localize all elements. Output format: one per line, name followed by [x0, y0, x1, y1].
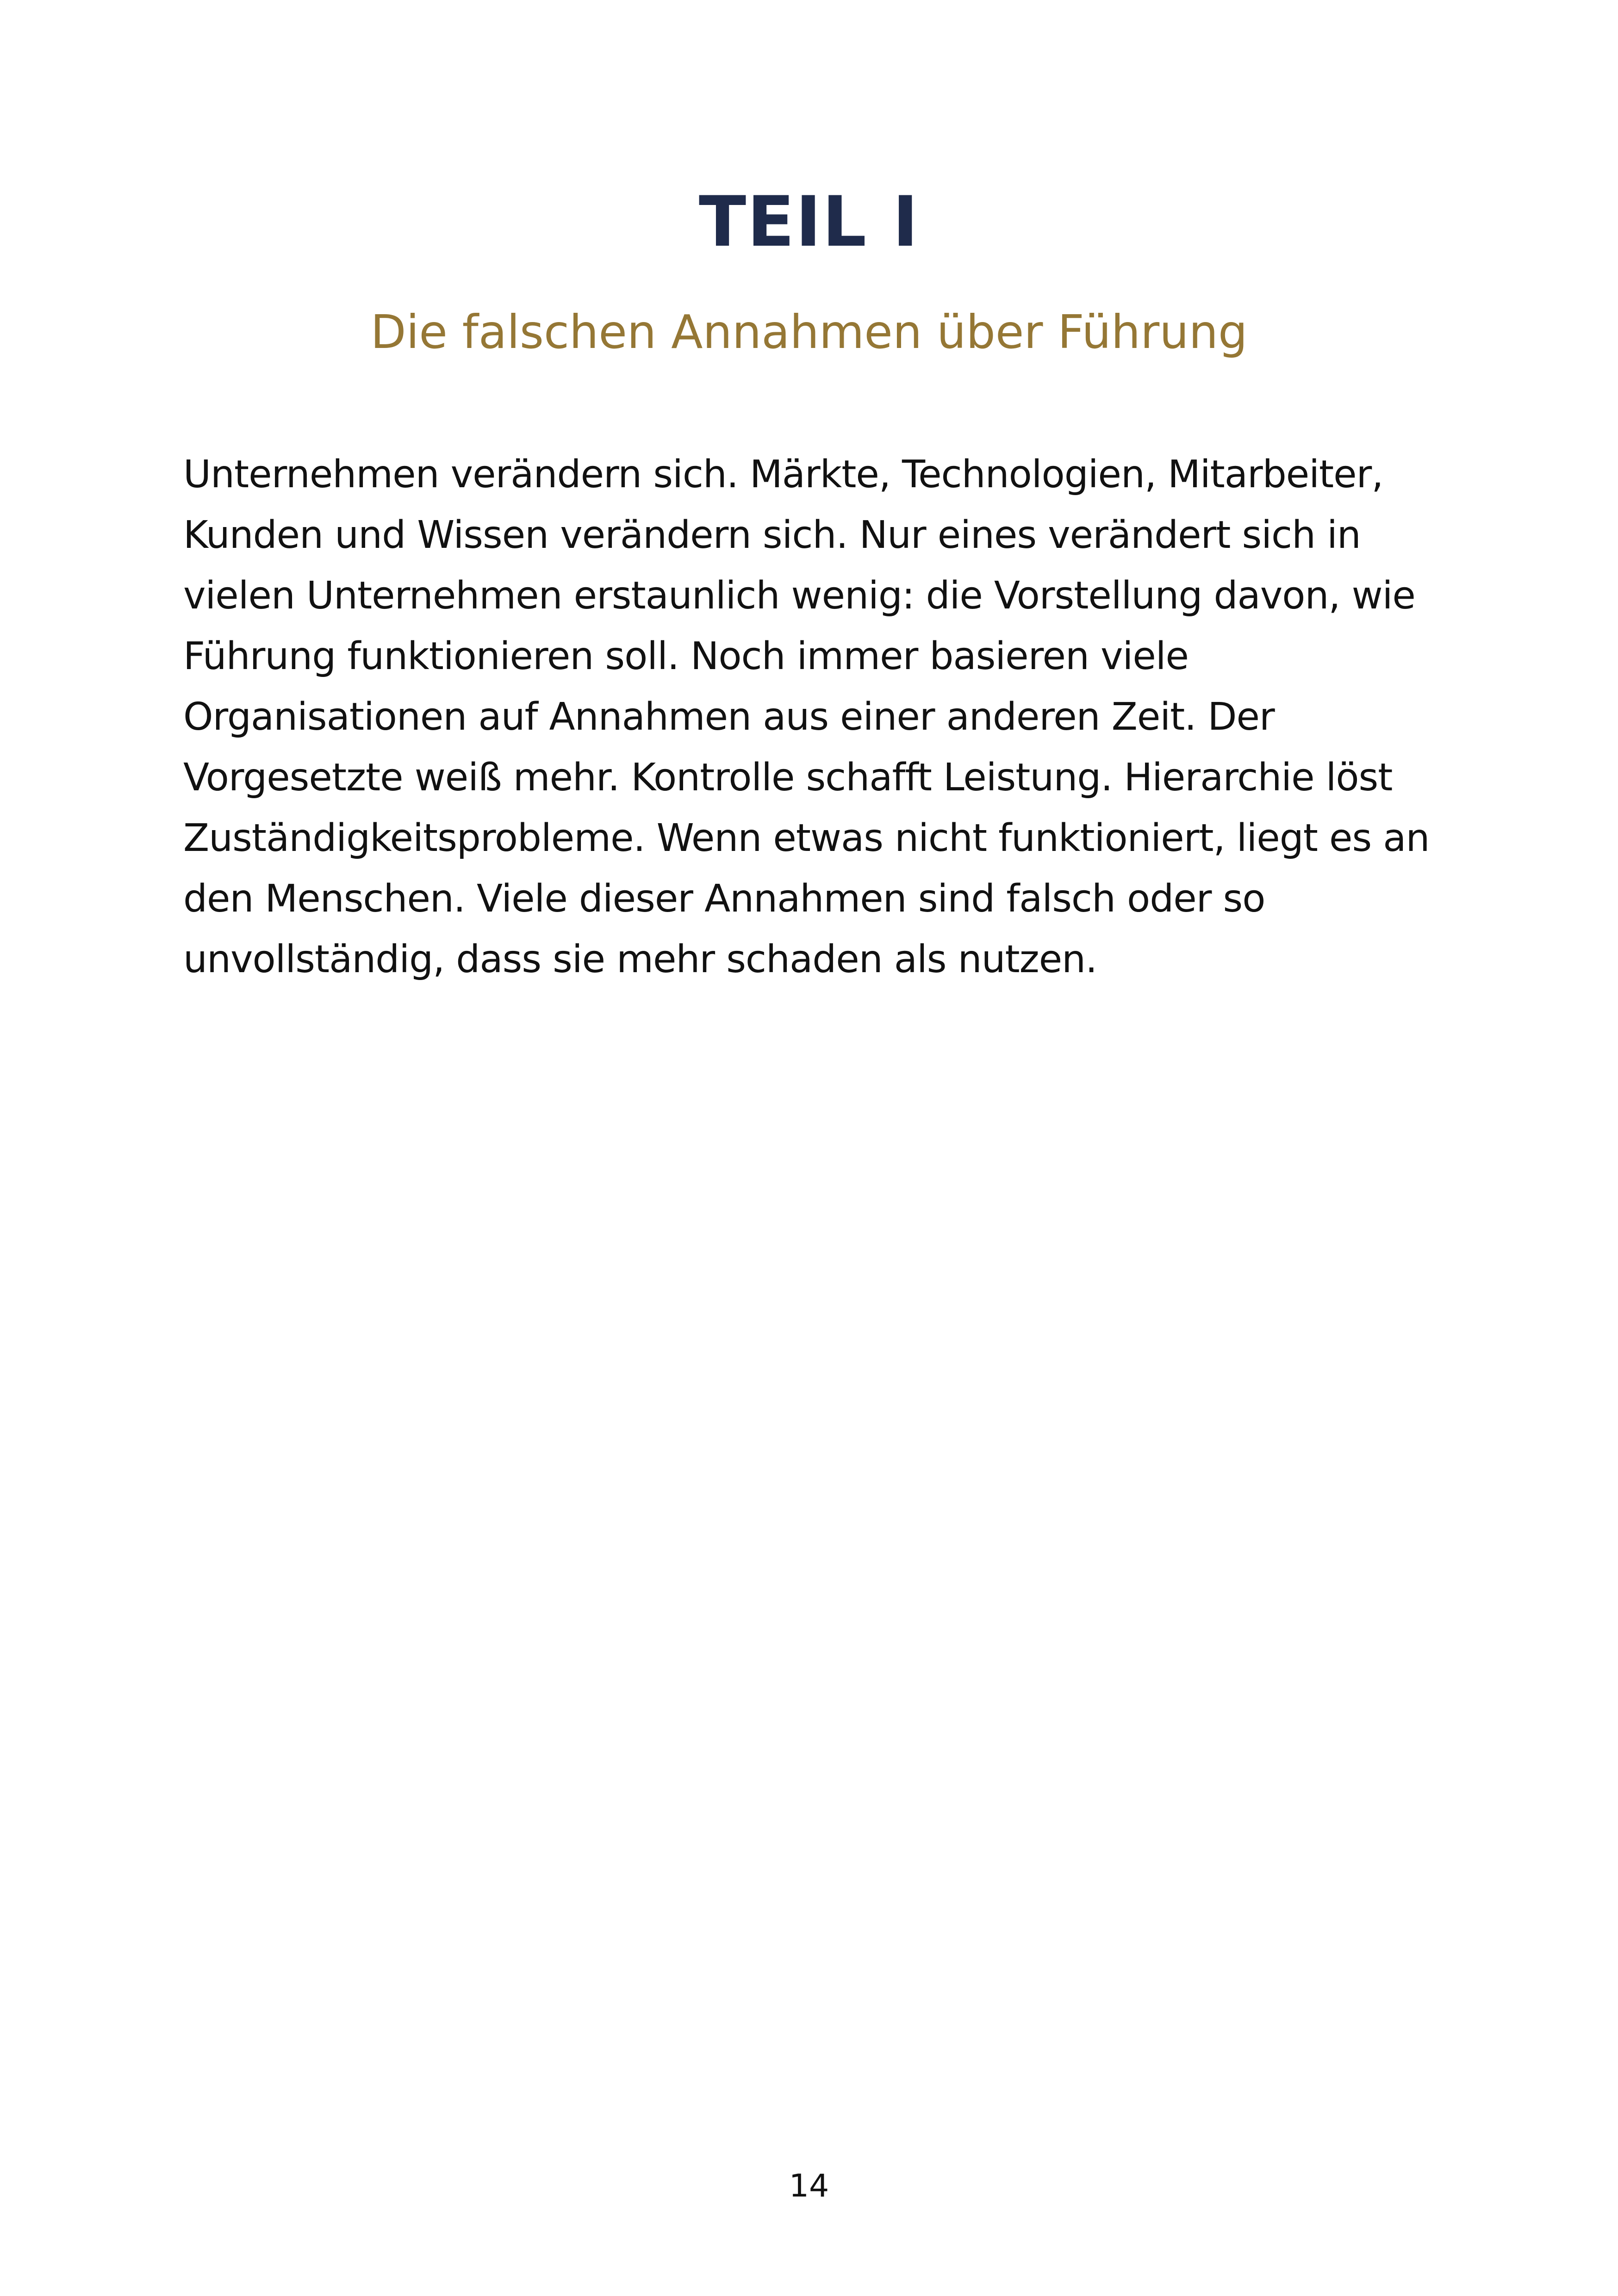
part-title: TEIL I: [698, 182, 920, 262]
body-line: unvollständig, dass sie mehr schaden als nutzen.: [183, 937, 1097, 981]
body-line: Organisationen auf Annahmen aus einer anderen Zeit. Der: [183, 695, 1275, 739]
body-paragraph: [183, 444, 1442, 990]
body-line: vielen Unternehmen erstaunlich wenig: die Vorstellung davon, wie: [183, 574, 1415, 618]
part-subtitle: Die falschen Annahmen über Führung: [370, 305, 1248, 359]
body-line: den Menschen. Viele dieser Annahmen sind falsch oder so: [183, 877, 1265, 921]
body-line: Führung funktionieren soll. Noch immer basieren viele: [183, 634, 1189, 678]
body-line: Unternehmen verändern sich. Märkte, Technologien, Mitarbeiter,: [183, 453, 1383, 496]
body-line: Vorgesetzte weiß mehr. Kontrolle schafft Leistung. Hierarchie löst: [183, 756, 1393, 800]
page-number: 14: [789, 2168, 829, 2204]
body-line: Kunden und Wissen verändern sich. Nur eines verändert sich in: [183, 513, 1361, 557]
body-line: Zuständigkeitsprobleme. Wenn etwas nicht funktioniert, liegt es an: [183, 816, 1430, 860]
